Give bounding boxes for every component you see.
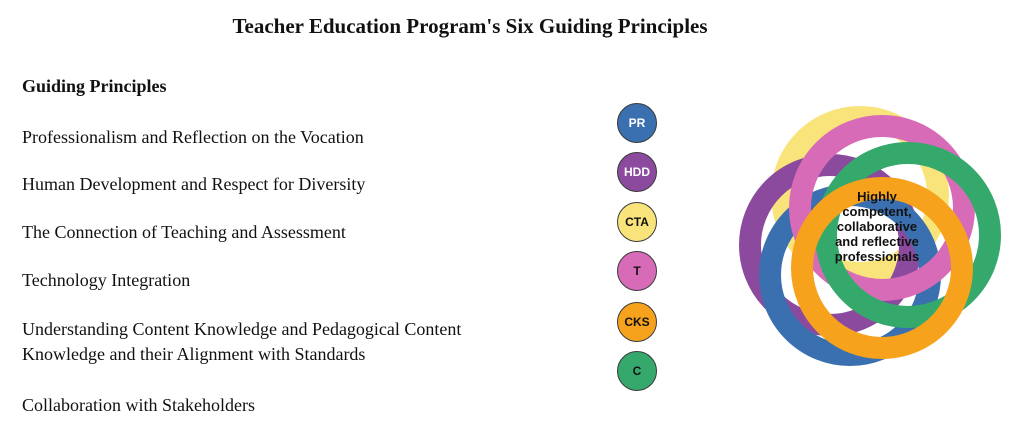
badge-t: T	[617, 251, 657, 291]
center-text-line: Highly	[857, 189, 897, 204]
badge-c: C	[617, 351, 657, 391]
principle-human-development: Human Development and Respect for Diversity	[22, 174, 366, 194]
rings-center-label	[802, 189, 952, 264]
center-text-line: professionals	[834, 249, 920, 264]
center-text-line: and reflective	[835, 234, 919, 249]
badge-cta: CTA	[617, 202, 657, 242]
badge-pr: PR	[617, 103, 657, 143]
center-text-line: competent,	[842, 204, 912, 219]
principle-professionalism: Professionalism and Reflection on the Vocation	[22, 127, 364, 147]
principle-technology: Technology Integration	[22, 270, 191, 290]
badge-cks: CKS	[617, 302, 657, 342]
principle-teaching-assessment: The Connection of Teaching and Assessment	[22, 222, 346, 242]
badge-hdd: HDD	[617, 152, 657, 192]
section-heading: Guiding Principles	[22, 76, 167, 96]
principle-collaboration: Collaboration with Stakeholders	[22, 395, 255, 415]
principle-content-knowledge: Understanding Content Knowledge and Pedagogical Content Knowledge and their Alignment with Standards	[22, 319, 462, 364]
center-text-line: collaborative	[836, 219, 918, 234]
page-title: Teacher Education Program's Six Guiding Principles	[232, 14, 708, 38]
